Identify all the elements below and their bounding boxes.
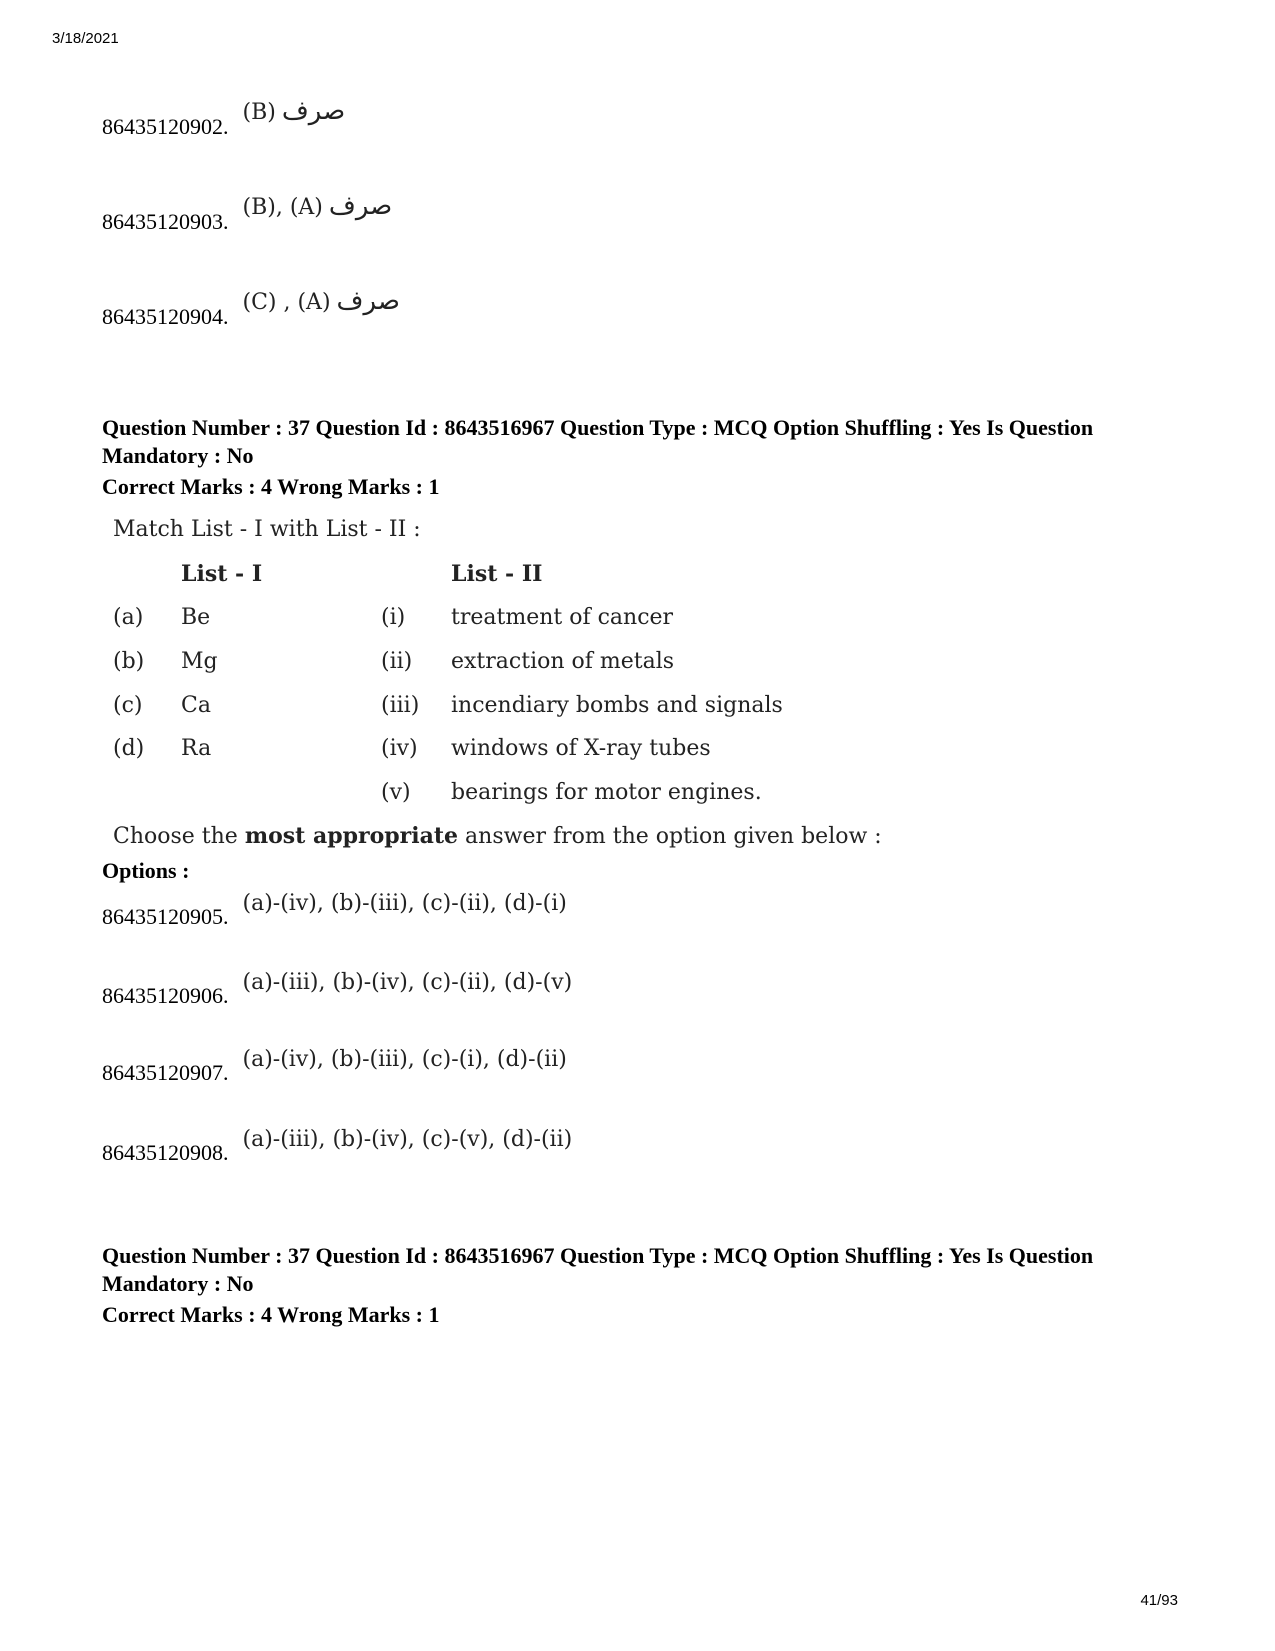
options-label: Options : bbox=[102, 858, 190, 883]
question-intro: Match List - I with List - II : bbox=[113, 517, 421, 542]
option-text: (a)-(iii), (b)-(iv), (c)-(ii), (d)-(v) bbox=[242, 970, 573, 995]
list-row: (c) Ca (iii) incendiary bombs and signals bbox=[113, 693, 783, 718]
list-row: (v) bearings for motor engines. bbox=[381, 780, 762, 805]
option-id: 86435120904. bbox=[102, 304, 229, 329]
option-text: (B), (A) صرف bbox=[242, 191, 393, 221]
option-row bbox=[102, 1047, 567, 1086]
question-marks: Correct Marks : 4 Wrong Marks : 1 bbox=[102, 474, 440, 499]
option-text: (a)-(iii), (b)-(iv), (c)-(v), (d)-(ii) bbox=[242, 1127, 573, 1152]
list1-header: List - I bbox=[181, 561, 263, 587]
list2-header: List - II bbox=[451, 561, 543, 587]
print-date: 3/18/2021 bbox=[52, 30, 119, 47]
option-text: (C) , (A) صرف bbox=[242, 286, 400, 316]
question-meta: Question Number : 37 Question Id : 8643516967 Question Type : MCQ Option Shuffling : Yes Is Question Mandatory : No bbox=[102, 1243, 1094, 1296]
option-id: 86435120907. bbox=[102, 1060, 229, 1085]
list-row: (b) Mg (ii) extraction of metals bbox=[113, 649, 675, 674]
list-row: (a) Be (i) treatment of cancer bbox=[113, 605, 674, 630]
option-id: 86435120903. bbox=[102, 209, 229, 234]
option-row bbox=[102, 286, 400, 330]
option-text: (B) صرف bbox=[242, 96, 346, 126]
option-text: (a)-(iv), (b)-(iii), (c)-(i), (d)-(ii) bbox=[242, 1047, 567, 1072]
option-row bbox=[102, 1127, 573, 1166]
list-row: (d) Ra (iv) windows of X-ray tubes bbox=[113, 736, 711, 761]
option-id: 86435120908. bbox=[102, 1140, 229, 1165]
option-id: 86435120905. bbox=[102, 904, 229, 929]
option-row bbox=[102, 970, 573, 1009]
option-row bbox=[102, 96, 346, 140]
option-text: (a)-(iv), (b)-(iii), (c)-(ii), (d)-(i) bbox=[242, 891, 567, 916]
option-row bbox=[102, 891, 567, 930]
option-row bbox=[102, 191, 393, 235]
option-id: 86435120902. bbox=[102, 114, 229, 139]
page-number: 41/93 bbox=[1140, 1592, 1178, 1609]
question-meta: Question Number : 37 Question Id : 8643516967 Question Type : MCQ Option Shuffling : Yes Is Question Mandatory : No bbox=[102, 415, 1094, 468]
option-id: 86435120906. bbox=[102, 983, 229, 1008]
question-marks: Correct Marks : 4 Wrong Marks : 1 bbox=[102, 1302, 440, 1327]
list-header-row bbox=[113, 561, 833, 591]
question-instruction: Choose the most appropriate answer from the option given below : bbox=[113, 823, 882, 849]
